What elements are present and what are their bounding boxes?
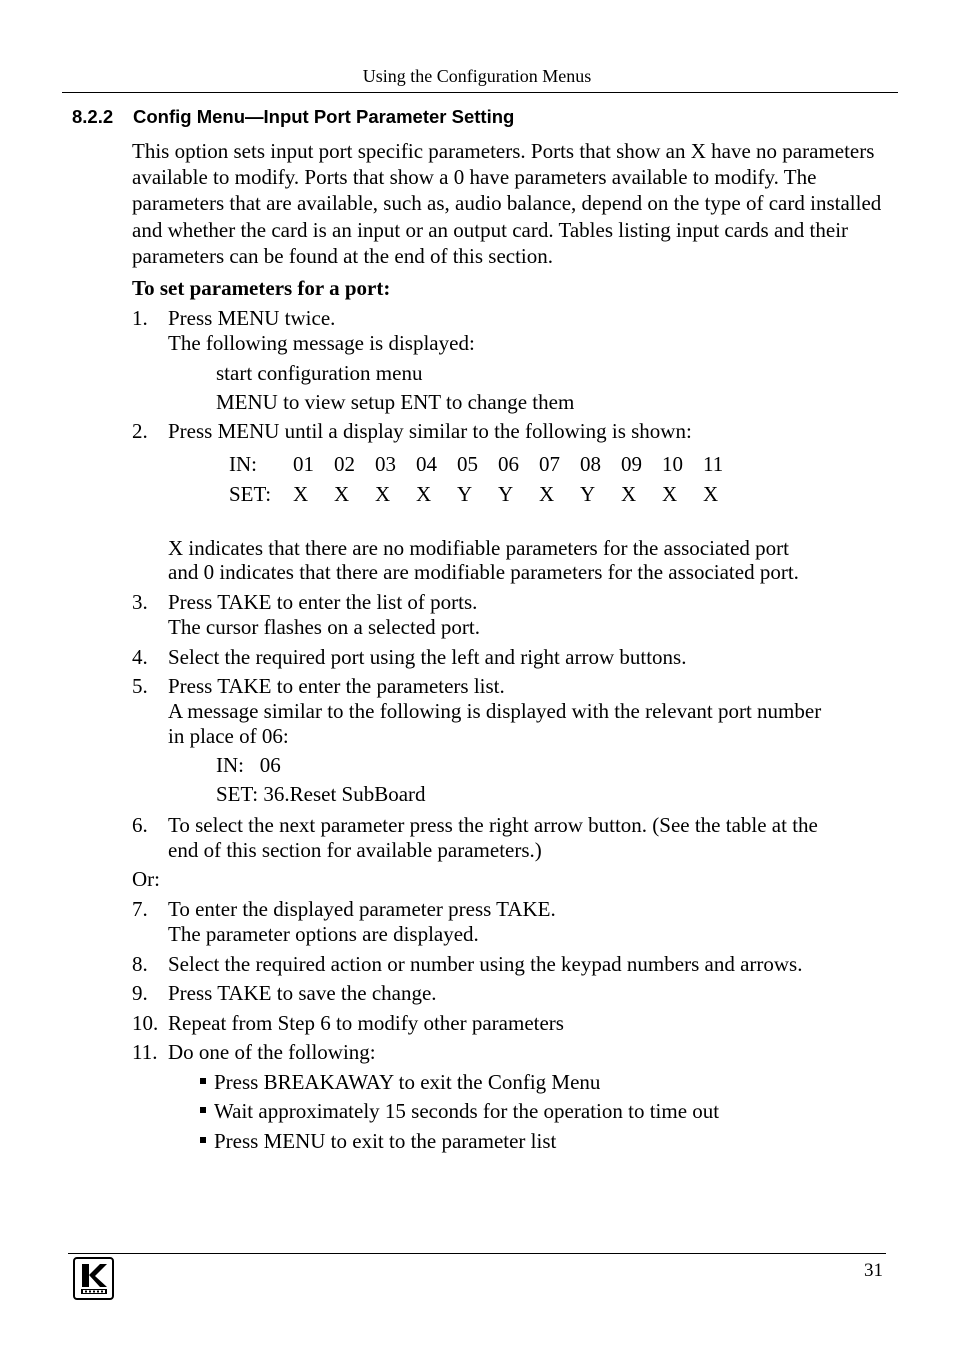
- port-number: 03: [375, 452, 396, 476]
- step-number: 2.: [132, 419, 148, 443]
- port-number: 11: [703, 452, 724, 476]
- step-number: 4.: [132, 645, 148, 669]
- port-number: 08: [580, 452, 601, 476]
- bullet-square-icon: [200, 1137, 206, 1143]
- set-label: SET:: [229, 482, 272, 506]
- step-number: 5.: [132, 674, 148, 698]
- running-header: Using the Configuration Menus: [362, 66, 592, 86]
- port-value: X: [375, 482, 391, 506]
- step-text: Press TAKE to enter the parameters list.: [168, 674, 505, 698]
- step-subtext: The following message is displayed:: [168, 331, 475, 355]
- display-line: MENU to view setup ENT to change them: [216, 390, 575, 414]
- step-number: 3.: [132, 590, 148, 614]
- or-label: Or:: [132, 867, 160, 891]
- port-value: X: [539, 482, 555, 506]
- port-number: 10: [662, 452, 683, 476]
- display-line: SET: 36.Reset SubBoard: [216, 782, 426, 806]
- display-line: IN: 06: [216, 753, 281, 777]
- section-number: 8.2.2: [72, 106, 114, 127]
- bullet-item: [200, 1129, 556, 1154]
- kramer-logo-icon: [73, 1257, 114, 1300]
- step-text: Press MENU twice.: [168, 306, 336, 330]
- step-number: 8.: [132, 952, 148, 976]
- step-subtext: The cursor flashes on a selected port.: [168, 615, 480, 639]
- bullet-item: [200, 1099, 719, 1124]
- port-value: Y: [457, 482, 473, 506]
- port-number: 02: [334, 452, 355, 476]
- port-value: X: [293, 482, 309, 506]
- step-text: To enter the displayed parameter press TAKE.: [168, 897, 556, 921]
- port-number: 04: [416, 452, 437, 476]
- procedure-title: To set parameters for a port:: [132, 276, 391, 300]
- footer-rule: [68, 1253, 886, 1254]
- step-number: 10.: [132, 1011, 159, 1035]
- step-number: 9.: [132, 981, 148, 1005]
- step-text: end of this section for available parameters.): [168, 838, 542, 862]
- bullet-text: Press BREAKAWAY to exit the Config Menu: [214, 1070, 601, 1094]
- display-line: start configuration menu: [216, 361, 423, 385]
- bullet-square-icon: [200, 1107, 206, 1113]
- step-text: To select the next parameter press the right arrow button. (See the table at the: [168, 813, 818, 837]
- bullet-item: [200, 1070, 600, 1095]
- port-value: X: [662, 482, 678, 506]
- header-rule: [62, 92, 898, 93]
- step-subtext: in place of 06:: [168, 724, 289, 748]
- port-number: 07: [539, 452, 560, 476]
- section-title: Config Menu—Input Port Parameter Setting: [133, 106, 515, 127]
- step-text: Do one of the following:: [168, 1040, 376, 1064]
- step-number: 7.: [132, 897, 148, 921]
- in-label: IN:: [229, 452, 257, 476]
- port-value: Y: [498, 482, 514, 506]
- step-number: 1.: [132, 306, 148, 330]
- port-value: X: [703, 482, 719, 506]
- step-subtext: The parameter options are displayed.: [168, 922, 479, 946]
- step-text: Select the required port using the left and right arrow buttons.: [168, 645, 687, 669]
- page-number: 31: [864, 1260, 883, 1281]
- step-text: Press MENU until a display similar to the following is shown:: [168, 419, 692, 443]
- step-text: Press TAKE to save the change.: [168, 981, 437, 1005]
- step-number: 11.: [132, 1040, 158, 1064]
- port-number: 05: [457, 452, 478, 476]
- step-text: Repeat from Step 6 to modify other parameters: [168, 1011, 564, 1035]
- intro-paragraph: This option sets input port specific parameters. Ports that show an X have no parameters available to modify. Ports that show a 0 have parameters available to modify. The parameters that are available, such as, audio balance, depend on the type of card installed and whether the card is an input or an output card. Tables listing input cards and their parameters can be found at the end of this section.: [132, 139, 882, 268]
- port-number: 06: [498, 452, 519, 476]
- kramer-logo-graphic: [75, 1259, 112, 1298]
- port-value: Y: [580, 482, 596, 506]
- bullet-text: Press MENU to exit to the parameter list: [214, 1129, 557, 1153]
- note-line: and 0 indicates that there are modifiable parameters for the associated port.: [168, 560, 799, 584]
- section-heading: [72, 106, 514, 128]
- step-subtext: A message similar to the following is displayed with the relevant port number: [168, 699, 822, 723]
- port-value: X: [416, 482, 432, 506]
- step-text: Select the required action or number using the keypad numbers and arrows.: [168, 952, 803, 976]
- step-text: Press TAKE to enter the list of ports.: [168, 590, 478, 614]
- step-number: 6.: [132, 813, 148, 837]
- port-number: 09: [621, 452, 642, 476]
- port-value: X: [621, 482, 637, 506]
- bullet-text: Wait approximately 15 seconds for the operation to time out: [214, 1099, 720, 1123]
- bullet-square-icon: [200, 1078, 206, 1084]
- note-line: X indicates that there are no modifiable parameters for the associated port: [168, 536, 789, 560]
- port-number: 01: [293, 452, 314, 476]
- port-value: X: [334, 482, 350, 506]
